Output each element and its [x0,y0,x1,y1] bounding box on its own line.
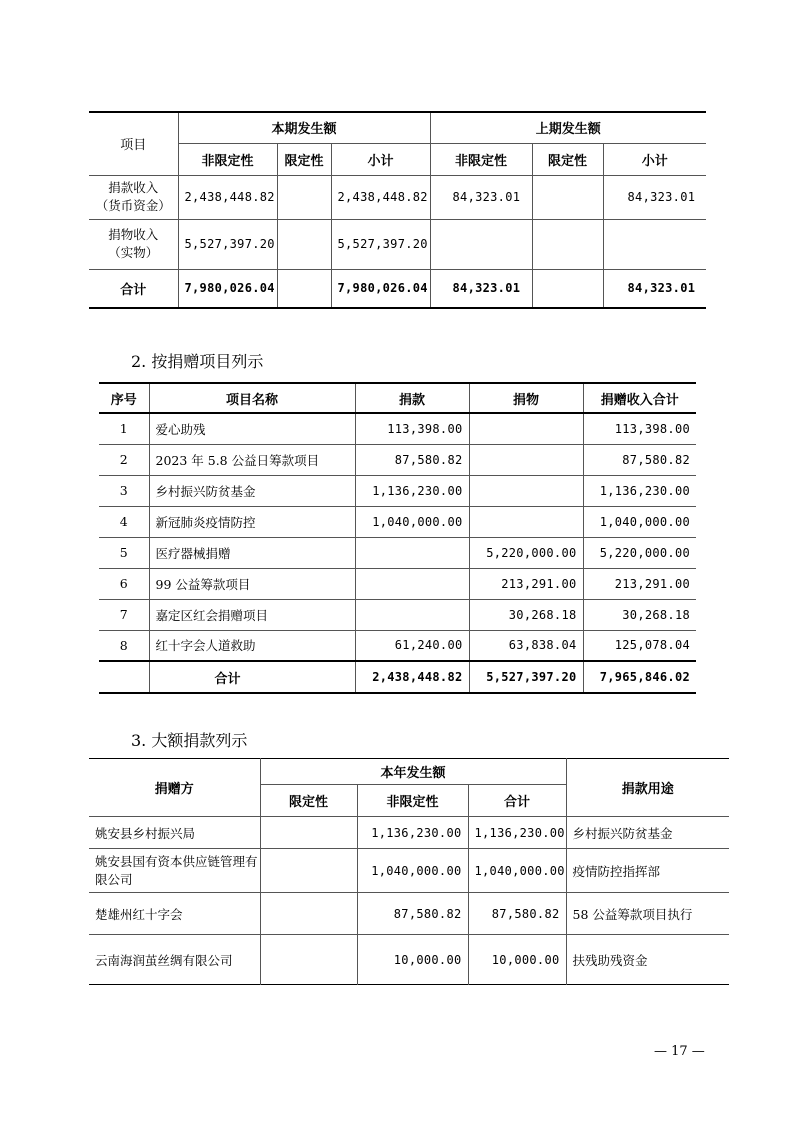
header-restricted: 限定性 [260,785,357,817]
total-blank-cell [99,661,149,693]
cell-no: 8 [99,630,149,661]
cell-donor: 楚雄州红十字会 [89,893,260,935]
cell-unrestricted: 1,040,000.00 [357,849,468,893]
donation-by-project-table [99,382,696,694]
cell-no: 4 [99,506,149,537]
cell-goods: 213,291.00 [469,568,583,599]
cell-cash: 87,580.82 [355,444,469,475]
cell-goods [469,475,583,506]
header-donor: 捐赠方 [89,759,260,817]
cell-restricted [260,893,357,935]
cell-project-name: 爱心助残 [149,413,355,444]
cell-pri-subtotal: 84,323.01 [603,175,706,219]
cell-cash: 1,040,000.00 [355,506,469,537]
total-cur-restricted [277,269,331,308]
total-label: 合计 [89,269,178,308]
table-row [99,537,696,568]
table-row [89,175,706,219]
table-row [99,630,696,661]
cell-goods: 63,838.04 [469,630,583,661]
table-row [89,935,729,985]
cell-donor: 姚安县乡村振兴局 [89,817,260,849]
cell-purpose: 疫情防控指挥部 [566,849,729,893]
header-cur-restricted: 限定性 [277,143,331,175]
cell-purpose: 扶残助残资金 [566,935,729,985]
cell-restricted [260,935,357,985]
cell-project-name: 红十字会人道救助 [149,630,355,661]
cell-total: 1,136,230.00 [468,817,566,849]
cell-no: 1 [99,413,149,444]
header-cash: 捐款 [355,383,469,413]
cell-project-name: 新冠肺炎疫情防控 [149,506,355,537]
total-pri-restricted [532,269,603,308]
section-3-title: 3. 大额捐款列示 [131,731,248,750]
total-total: 7,965,846.02 [583,661,696,693]
cell-cash: 113,398.00 [355,413,469,444]
header-goods: 捐物 [469,383,583,413]
cell-total: 1,136,230.00 [583,475,696,506]
header-pri-unrestricted: 非限定性 [430,143,532,175]
cell-no: 3 [99,475,149,506]
cell-project-name: 99 公益筹款项目 [149,568,355,599]
cell-project-name: 嘉定区红会捐赠项目 [149,599,355,630]
cell-pri-subtotal [603,219,706,269]
total-pri-unrestricted: 84,323.01 [430,269,532,308]
cell-total: 5,220,000.00 [583,537,696,568]
cell-total: 1,040,000.00 [583,506,696,537]
table-row [99,506,696,537]
cell-pri-unrestricted: 84,323.01 [430,175,532,219]
header-unrestricted: 非限定性 [357,785,468,817]
total-goods: 5,527,397.20 [469,661,583,693]
cell-goods [469,444,583,475]
row-label [89,175,178,219]
cell-cur-subtotal: 5,527,397.20 [331,219,430,269]
cell-goods [469,506,583,537]
cell-cur-restricted [277,219,331,269]
total-label: 合计 [149,661,355,693]
cell-cur-restricted [277,175,331,219]
cell-no: 6 [99,568,149,599]
row-label-line2: （货币资金） [95,198,171,213]
header-pri-subtotal: 小计 [603,143,706,175]
total-cash: 2,438,448.82 [355,661,469,693]
header-current-period: 本期发生额 [178,112,430,143]
table-row [89,219,706,269]
total-pri-subtotal: 84,323.01 [603,269,706,308]
table-row [99,599,696,630]
table-row [89,849,729,893]
header-total: 合计 [468,785,566,817]
cell-cur-unrestricted: 2,438,448.82 [178,175,277,219]
cell-purpose: 58 公益筹款项目执行 [566,893,729,935]
cell-restricted [260,849,357,893]
cell-total: 1,040,000.00 [468,849,566,893]
cell-goods: 30,268.18 [469,599,583,630]
cell-donor: 姚安县国有资本供应链管理有限公司 [89,849,260,893]
cell-donor: 云南海润茧丝绸有限公司 [89,935,260,985]
cell-unrestricted: 1,136,230.00 [357,817,468,849]
cell-cash [355,537,469,568]
row-label-line2: （实物） [108,245,159,260]
cell-project-name: 乡村振兴防贫基金 [149,475,355,506]
cell-goods: 5,220,000.00 [469,537,583,568]
cell-total: 87,580.82 [583,444,696,475]
section-2-title: 2. 按捐赠项目列示 [131,352,264,371]
cell-goods [469,413,583,444]
cell-unrestricted: 87,580.82 [357,893,468,935]
cell-purpose: 乡村振兴防贫基金 [566,817,729,849]
donation-income-table [89,111,706,309]
cell-no: 7 [99,599,149,630]
header-purpose: 捐款用途 [566,759,729,817]
row-label [89,219,178,269]
cell-total: 213,291.00 [583,568,696,599]
cell-project-name: 医疗器械捐赠 [149,537,355,568]
header-no: 序号 [99,383,149,413]
header-year-amount: 本年发生额 [260,759,566,785]
cell-cash [355,599,469,630]
header-project-name: 项目名称 [149,383,355,413]
table-row [99,568,696,599]
row-label-line1: 捐物收入 [108,227,159,242]
cell-cur-unrestricted: 5,527,397.20 [178,219,277,269]
table-row [99,413,696,444]
table-row [89,893,729,935]
table-row [99,444,696,475]
table-header-row [89,759,729,785]
row-label-line1: 捐款收入 [108,180,159,195]
total-row [89,269,706,308]
cell-cash: 1,136,230.00 [355,475,469,506]
total-cur-unrestricted: 7,980,026.04 [178,269,277,308]
cell-total: 125,078.04 [583,630,696,661]
table-row [99,475,696,506]
large-donation-table [89,758,729,985]
cell-pri-unrestricted [430,219,532,269]
cell-cash: 61,240.00 [355,630,469,661]
cell-no: 5 [99,537,149,568]
cell-total: 30,268.18 [583,599,696,630]
header-prior-period: 上期发生额 [430,112,706,143]
total-cur-subtotal: 7,980,026.04 [331,269,430,308]
cell-total: 87,580.82 [468,893,566,935]
cell-cur-subtotal: 2,438,448.82 [331,175,430,219]
cell-pri-restricted [532,219,603,269]
cell-no: 2 [99,444,149,475]
total-row [99,661,696,693]
cell-total: 113,398.00 [583,413,696,444]
cell-project-name: 2023 年 5.8 公益日筹款项目 [149,444,355,475]
header-cur-unrestricted: 非限定性 [178,143,277,175]
cell-pri-restricted [532,175,603,219]
header-item: 项目 [89,112,178,175]
header-total: 捐赠收入合计 [583,383,696,413]
page-number: — 17 — [654,1044,705,1059]
cell-cash [355,568,469,599]
cell-restricted [260,817,357,849]
table-header-row [99,383,696,413]
cell-unrestricted: 10,000.00 [357,935,468,985]
header-pri-restricted: 限定性 [532,143,603,175]
table-row [89,817,729,849]
header-cur-subtotal: 小计 [331,143,430,175]
cell-total: 10,000.00 [468,935,566,985]
